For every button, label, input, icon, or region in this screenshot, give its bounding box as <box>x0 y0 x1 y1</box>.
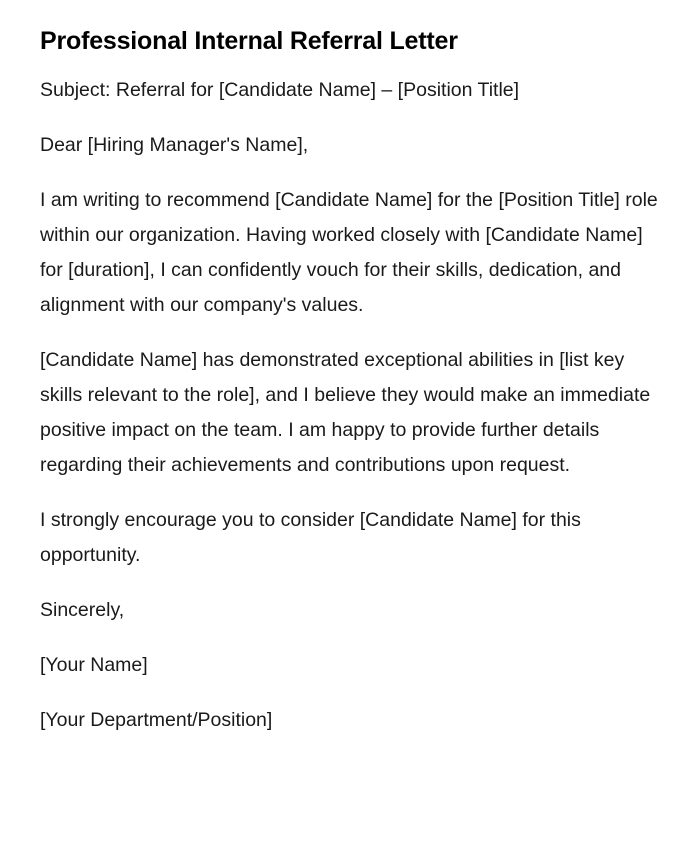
body-paragraph-1: I am writing to recommend [Candidate Name] for the [Position Title] role within our organization. Having worked closely with [Candidate Name] for [duration], I can confidently vouch for their skills, dedication, and alignment with our company's values. <box>40 189 658 316</box>
subject-line: Subject: Referral for [Candidate Name] – [Position Title] <box>40 79 520 101</box>
body-paragraph-2: [Candidate Name] has demonstrated exceptional abilities in [list key skills relevant to the role], and I believe they would make an immediate positive impact on the team. I am happy to provide further details regarding their achievements and contributions upon request. <box>40 349 651 476</box>
document-title: Professional Internal Referral Letter <box>40 27 458 55</box>
signature-position: [Your Department/Position] <box>40 709 273 731</box>
body-paragraph-3: I strongly encourage you to consider [Candidate Name] for this opportunity. <box>40 509 581 566</box>
salutation: Dear [Hiring Manager's Name], <box>40 134 309 156</box>
signature-name: [Your Name] <box>40 654 148 676</box>
closing: Sincerely, <box>40 599 125 621</box>
